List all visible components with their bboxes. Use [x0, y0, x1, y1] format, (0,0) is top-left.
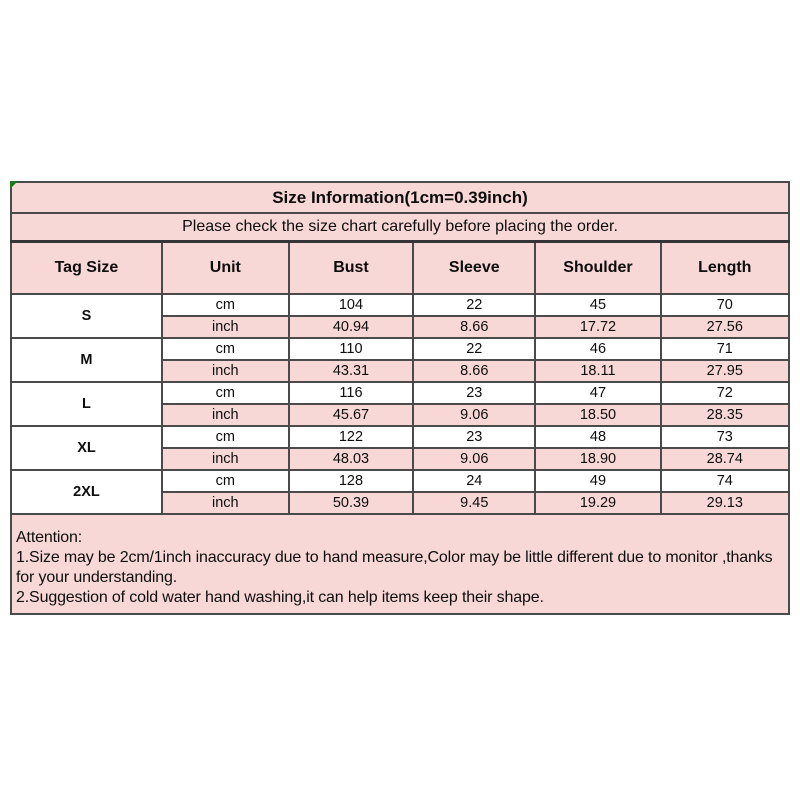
unit-cell-inch: inch	[162, 492, 289, 514]
value-cell: 9.45	[413, 492, 535, 514]
unit-cell-cm: cm	[162, 382, 289, 404]
value-cell: 70	[661, 294, 789, 316]
unit-cell-cm: cm	[162, 470, 289, 492]
attention-line-2: 2.Suggestion of cold water hand washing,it can help items keep their shape.	[16, 589, 544, 606]
value-cell: 19.29	[535, 492, 660, 514]
value-cell: 72	[661, 382, 789, 404]
value-cell: 17.72	[535, 316, 660, 338]
value-cell: 22	[413, 294, 535, 316]
size-table	[10, 181, 790, 615]
value-cell: 24	[413, 470, 535, 492]
attention-row	[11, 514, 789, 614]
col-header-bust: Bust	[289, 242, 413, 295]
unit-cell-inch: inch	[162, 316, 289, 338]
value-cell: 47	[535, 382, 660, 404]
attention-line-1: 1.Size may be 2cm/1inch inaccuracy due to hand measure,Color may be little different due to monitor ,thanks for your understanding.	[16, 549, 773, 586]
title-row	[11, 182, 789, 213]
subtitle-row	[11, 213, 789, 242]
value-cell: 8.66	[413, 316, 535, 338]
value-cell: 49	[535, 470, 660, 492]
value-cell: 122	[289, 426, 413, 448]
value-cell: 18.11	[535, 360, 660, 382]
value-cell: 74	[661, 470, 789, 492]
size-row-M-cm	[11, 338, 789, 360]
value-cell: 8.66	[413, 360, 535, 382]
attention-cell	[11, 514, 789, 614]
size-row-2XL-cm	[11, 470, 789, 492]
unit-cell-inch: inch	[162, 360, 289, 382]
col-header-shoulder: Shoulder	[535, 242, 660, 295]
value-cell: 104	[289, 294, 413, 316]
value-cell: 27.95	[661, 360, 789, 382]
size-row-XL-cm	[11, 426, 789, 448]
value-cell: 48.03	[289, 448, 413, 470]
col-header-length: Length	[661, 242, 789, 295]
value-cell: 43.31	[289, 360, 413, 382]
value-cell: 9.06	[413, 448, 535, 470]
value-cell: 48	[535, 426, 660, 448]
value-cell: 18.50	[535, 404, 660, 426]
tag-size-cell-L: L	[11, 382, 162, 426]
size-row-L-cm	[11, 382, 789, 404]
tag-size-cell-XL: XL	[11, 426, 162, 470]
value-cell: 40.94	[289, 316, 413, 338]
tag-size-cell-M: M	[11, 338, 162, 382]
value-cell: 46	[535, 338, 660, 360]
value-cell: 28.35	[661, 404, 789, 426]
unit-cell-cm: cm	[162, 426, 289, 448]
value-cell: 71	[661, 338, 789, 360]
value-cell: 27.56	[661, 316, 789, 338]
value-cell: 128	[289, 470, 413, 492]
table-title: Size Information(1cm=0.39inch)	[11, 182, 789, 213]
tag-size-cell-2XL: 2XL	[11, 470, 162, 514]
col-header-tag-size: Tag Size	[11, 242, 162, 295]
unit-cell-inch: inch	[162, 448, 289, 470]
value-cell: 73	[661, 426, 789, 448]
col-header-sleeve: Sleeve	[413, 242, 535, 295]
value-cell: 110	[289, 338, 413, 360]
table-subtitle: Please check the size chart carefully before placing the order.	[11, 213, 789, 242]
green-corner-marker	[10, 181, 18, 189]
value-cell: 28.74	[661, 448, 789, 470]
value-cell: 29.13	[661, 492, 789, 514]
value-cell: 45.67	[289, 404, 413, 426]
unit-cell-inch: inch	[162, 404, 289, 426]
column-header-row	[11, 242, 789, 295]
attention-heading: Attention:	[16, 529, 83, 546]
value-cell: 23	[413, 382, 535, 404]
value-cell: 45	[535, 294, 660, 316]
value-cell: 18.90	[535, 448, 660, 470]
value-cell: 50.39	[289, 492, 413, 514]
unit-cell-cm: cm	[162, 294, 289, 316]
value-cell: 116	[289, 382, 413, 404]
value-cell: 9.06	[413, 404, 535, 426]
size-chart-table-container	[10, 181, 790, 615]
unit-cell-cm: cm	[162, 338, 289, 360]
tag-size-cell-S: S	[11, 294, 162, 338]
value-cell: 23	[413, 426, 535, 448]
value-cell: 22	[413, 338, 535, 360]
size-row-S-cm	[11, 294, 789, 316]
col-header-unit: Unit	[162, 242, 289, 295]
